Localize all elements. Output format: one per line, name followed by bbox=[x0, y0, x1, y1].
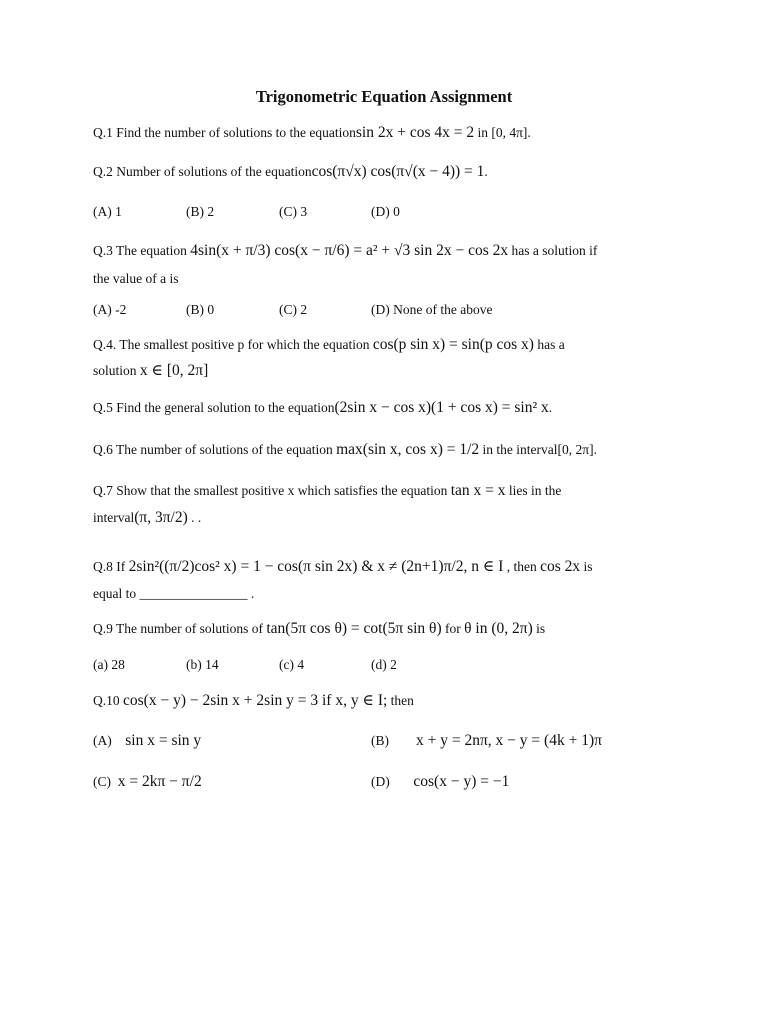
q3-tail: has a solution if bbox=[508, 243, 598, 258]
q9-option-a: (a) 28 bbox=[93, 657, 125, 672]
q2-equation: cos(π√x) cos(π√(x − 4)) = 1 bbox=[311, 163, 485, 180]
question-2 bbox=[93, 163, 488, 181]
q1-text: Q.1 Find the number of solutions to the equation bbox=[93, 125, 356, 140]
q1-in: in bbox=[474, 125, 492, 140]
q7-text: Q.7 Show that the smallest positive x which satisfies the equation bbox=[93, 483, 451, 498]
q10-option-a-equation: sin x = sin y bbox=[125, 732, 202, 749]
q7-line2-text: interval bbox=[93, 510, 135, 525]
q10-option-a-label: (A) bbox=[93, 733, 112, 748]
q6-text: Q.6 The number of solutions of the equation bbox=[93, 442, 337, 457]
q6-end: . bbox=[593, 442, 597, 457]
q7-tail: lies in the bbox=[505, 483, 562, 498]
question-4 bbox=[93, 336, 565, 354]
question-5 bbox=[93, 399, 552, 417]
q1-interval: [0, 4π] bbox=[491, 125, 528, 140]
q2-option-b: (B) 2 bbox=[186, 204, 215, 219]
q4-equation: cos(p sin x) = sin(p cos x) bbox=[372, 336, 534, 353]
question-7 bbox=[93, 482, 561, 500]
q7-line2-end: . . bbox=[187, 510, 202, 525]
q10-option-c-equation: x = 2kπ − π/2 bbox=[117, 773, 202, 790]
q3-option-d: (D) None of the above bbox=[371, 302, 493, 317]
q3-option-a: (A) -2 bbox=[93, 302, 127, 317]
q9-equation-2: θ in (0, 2π) bbox=[464, 620, 533, 637]
question-10 bbox=[93, 691, 414, 710]
q3-equation: 4sin(x + π/3) cos(x − π/6) = a² + √3 sin 2x − cos 2x bbox=[190, 242, 509, 259]
q10-equation: cos(x − y) − 2sin x + 2sin y = 3 if x, y ∈ I; bbox=[123, 692, 388, 709]
q10-option-d bbox=[371, 773, 509, 791]
q10-option-b bbox=[371, 732, 602, 750]
q10-option-c-label: (C) bbox=[93, 774, 111, 789]
q6-interval: [0, 2π] bbox=[557, 442, 594, 457]
q7-line2 bbox=[93, 509, 201, 527]
q4-line2-equation: x ∈ [0, 2π] bbox=[139, 362, 209, 379]
q9-option-b: (b) 14 bbox=[186, 657, 219, 672]
q5-end: . bbox=[548, 400, 553, 415]
q2-end: . bbox=[484, 164, 488, 179]
question-3 bbox=[93, 242, 597, 260]
q4-line2-text: solution bbox=[93, 363, 140, 378]
question-1 bbox=[93, 124, 531, 142]
q7-equation: tan x = x bbox=[450, 482, 506, 499]
q2-option-c: (C) 3 bbox=[279, 204, 308, 219]
q3-option-c: (C) 2 bbox=[279, 302, 308, 317]
page-title: Trigonometric Equation Assignment bbox=[255, 87, 513, 106]
q8-text: Q.8 If bbox=[93, 559, 129, 574]
q1-end: . bbox=[527, 125, 531, 140]
question-6 bbox=[93, 441, 597, 459]
q3-option-b: (B) 0 bbox=[186, 302, 215, 317]
q9-equation: tan(5π cos θ) = cot(5π sin θ) bbox=[266, 620, 442, 637]
q8-tail: is bbox=[580, 559, 593, 574]
q8-line2: equal to ________________ . bbox=[93, 586, 255, 601]
q9-mid: for bbox=[441, 621, 465, 636]
q3-line2: the value of a is bbox=[93, 271, 179, 286]
q10-text: Q.10 bbox=[93, 693, 123, 708]
q10-option-b-label: (B) bbox=[371, 733, 389, 748]
q8-equation-2: cos 2x bbox=[540, 558, 581, 575]
q4-line2 bbox=[93, 361, 208, 380]
q10-option-c bbox=[93, 773, 202, 791]
q9-tail: is bbox=[532, 621, 546, 636]
q5-equation: (2sin x − cos x)(1 + cos x) = sin² x bbox=[334, 399, 549, 416]
q4-text: Q.4. The smallest positive p for which the equation bbox=[93, 337, 373, 352]
q10-option-d-equation: cos(x − y) = −1 bbox=[413, 773, 510, 790]
q8-mid: , then bbox=[503, 559, 541, 574]
q2-option-a: (A) 1 bbox=[93, 204, 122, 219]
q8-equation: 2sin²((π/2)cos² x) = 1 − cos(π sin 2x) & x ≠ (2n+1)π/2, n ∈ I bbox=[128, 558, 504, 575]
q7-line2-equation: (π, 3π/2) bbox=[134, 509, 188, 526]
q10-option-b-equation: x + y = 2nπ, x − y = (4k + 1)π bbox=[416, 732, 602, 749]
q10-option-a bbox=[93, 732, 201, 750]
q5-text: Q.5 Find the general solution to the equation bbox=[93, 400, 335, 415]
q1-equation: sin 2x + cos 4x = 2 bbox=[355, 124, 475, 141]
question-9 bbox=[93, 620, 545, 638]
q9-option-d: (d) 2 bbox=[371, 657, 397, 672]
q2-option-d: (D) 0 bbox=[371, 204, 400, 219]
q2-text: Q.2 Number of solutions of the equation bbox=[93, 164, 312, 179]
q4-tail: has a bbox=[533, 337, 565, 352]
q10-tail: then bbox=[387, 693, 414, 708]
q6-equation: max(sin x, cos x) = 1/2 bbox=[336, 441, 480, 458]
q9-text: Q.9 The number of solutions of bbox=[93, 621, 267, 636]
q10-option-d-label: (D) bbox=[371, 774, 390, 789]
q9-option-c: (c) 4 bbox=[279, 657, 305, 672]
question-8 bbox=[93, 557, 593, 576]
q3-text: Q.3 The equation bbox=[93, 243, 191, 258]
q6-mid: in the interval bbox=[479, 442, 558, 457]
